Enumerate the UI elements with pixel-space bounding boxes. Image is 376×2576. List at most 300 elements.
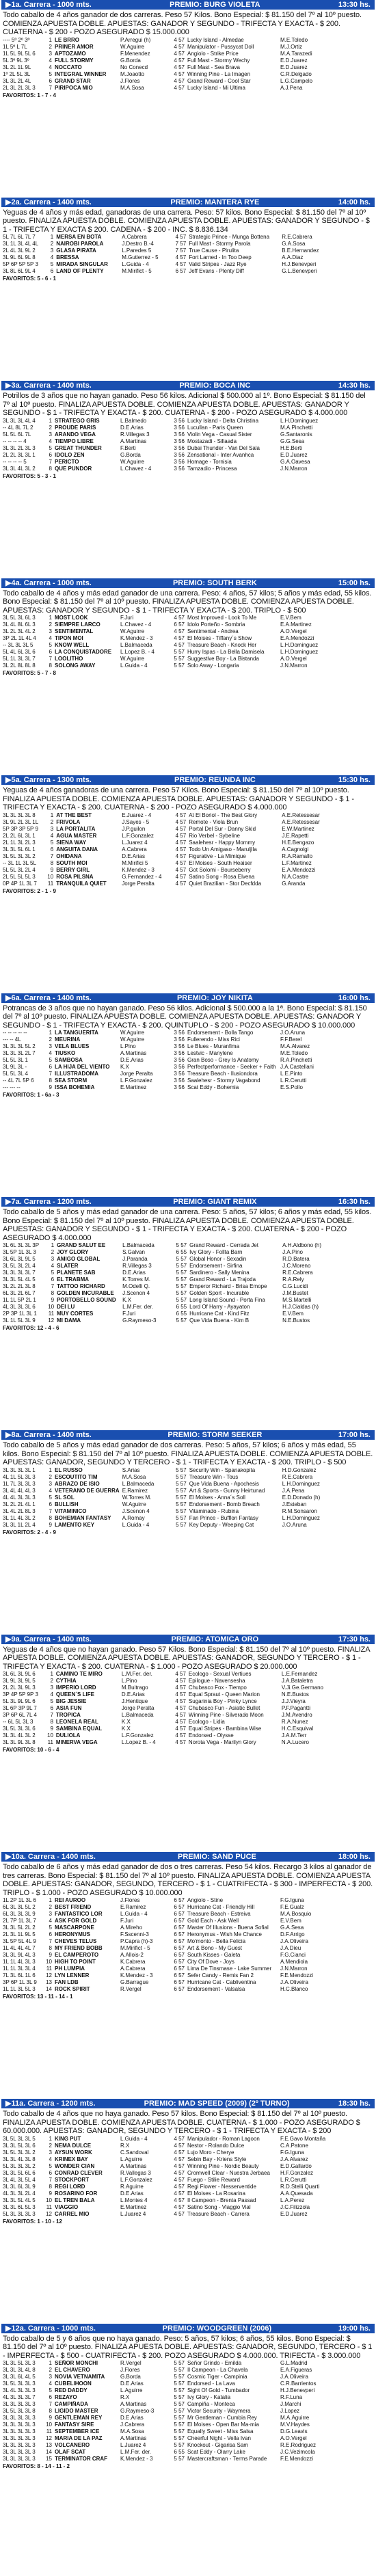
jockey: M.Buitrago	[121, 1685, 148, 1691]
trainer: E.V.Bem	[280, 615, 301, 621]
pedigree: Gold Each - Ask Well	[187, 1918, 239, 1924]
entry-row	[1, 1952, 375, 1959]
horse-name: LA PORTALITA	[56, 825, 96, 832]
trainer: E.D.Juarez	[280, 64, 308, 70]
age-weight: 3 56	[174, 431, 185, 438]
saddle-number: 2	[50, 818, 54, 825]
trainer: B.E.Hernandez	[282, 247, 319, 254]
race-number: ▶3a. Carrera - 1400 mts.	[5, 381, 92, 390]
recent-form: 1L 5º L 7L	[3, 43, 27, 50]
trainer: P.F.Pagantti	[281, 1705, 311, 1711]
saddle-number: 11	[46, 2428, 52, 2434]
recent-form: 1L 1L 3L 3L 4	[3, 1965, 36, 1972]
jockey: W.Aguirre	[120, 43, 145, 50]
horse-name: SL SOL	[55, 1494, 75, 1501]
saddle-number: 5	[49, 642, 52, 648]
age-weight: 4 57	[174, 2156, 185, 2162]
age-weight: 3 56	[174, 1084, 185, 1090]
recent-form: ---- 5º 2º 3º	[3, 36, 30, 43]
entry-row	[1, 1918, 375, 1924]
race-section	[1, 2099, 375, 2324]
trainer: J.A.Oliveira	[280, 1938, 308, 1944]
age-weight: 4 57	[175, 1719, 186, 1725]
horse-name: ROSA PILSNA	[56, 873, 94, 880]
recent-form: 3L 1L 3L 4L 4L	[3, 241, 39, 247]
age-weight: 4 57	[174, 50, 185, 57]
horse-name: BIG JESSIE	[55, 1698, 87, 1704]
race-number: ▶10a. Carrera - 1400 mts.	[5, 1853, 96, 1861]
entry-row	[1, 2143, 375, 2149]
age-weight: 5 57	[176, 1242, 187, 1248]
entry-row	[1, 853, 375, 860]
horse-name: SEÑOR MONCHI	[55, 2360, 98, 2366]
trainer: G.Aranda	[282, 880, 306, 887]
trainer: J.E.Rapetti	[282, 832, 309, 839]
race-conditions: Todo caballo de 5 años y más edad ganador de una carrera. Peso: 5 años, 57 kilos; 6 años y más edad, 55 kilos. Bono Especial: $ 81.150 del 7º al 10º puesto. FINALIZA APUESTA DOBLE. COMIENZA APUESTA DOBLE. APUESTAS: GANADOR Y SEGUNDO - $ 1 - TRIFECTA Y EXACTA - $ 200. CUATERNA - $ 200 - POZO ASEGURADO $ 4.000.000	[3, 1208, 372, 1242]
jockey: A.Cabrera	[122, 234, 147, 240]
age-weight: 6 57	[174, 1911, 185, 1917]
age-weight: 6 57	[174, 621, 185, 628]
jockey: G.Borda	[120, 2374, 141, 2380]
trainer: H.E.Berti	[280, 444, 303, 451]
age-weight: 5 57	[176, 1514, 187, 1521]
age-weight: 5 57	[176, 1263, 187, 1269]
trainer: J.O.Aruna	[282, 1521, 307, 1528]
age-weight: 6 57	[174, 1945, 185, 1951]
recent-form: 3L 3L 9L 3L 8	[3, 1739, 36, 1745]
saddle-number: 2	[49, 424, 52, 431]
age-weight: 4 57	[175, 846, 187, 853]
recent-form: 0P 4P 1L 3L 7	[3, 880, 37, 887]
horse-name: MUY CORTES	[57, 1311, 94, 1317]
jockey: L.Juarez 4	[120, 2442, 146, 2448]
saddle-number: 11	[46, 1965, 52, 1972]
recent-form: 3L 3L 5L 2L 2	[3, 1924, 36, 1931]
recent-form: 3L 5L 3L 3L 5	[3, 2135, 36, 2142]
pedigree: Hurricane Cat - Cabliventina	[187, 1979, 256, 1985]
saddle-number: 3	[51, 1256, 55, 1262]
age-weight: 5 57	[176, 1290, 187, 1296]
race-time: 18:30 hs.	[338, 2099, 371, 2108]
trainer: C.R.Delgado	[280, 70, 312, 77]
race-section	[1, 1197, 375, 1430]
age-weight: 5 57	[174, 662, 185, 669]
recent-form: 3L 5L 3L 6L 3	[3, 615, 36, 621]
jockey: J.Destro B.-4	[122, 241, 154, 247]
age-weight: 6 55	[176, 1304, 187, 1310]
jockey: W.Aguirre	[120, 628, 145, 634]
horse-name: MOST LOOK	[55, 615, 88, 621]
jockey: K.Mendez - 3	[120, 635, 153, 641]
trainer: D.G.Leavis	[280, 2428, 308, 2434]
jockey: F.Menendez	[120, 50, 150, 57]
trainer: D.F.Arrigo	[280, 1931, 305, 1937]
recent-form: 4L 4L 3L 3L 3	[3, 1494, 36, 1501]
recent-form: --- -- 4L	[3, 1036, 21, 1043]
entries-table	[1, 615, 375, 669]
saddle-number: 4	[49, 1050, 52, 1056]
horse-name: CUBELIHOON	[55, 2380, 92, 2387]
pedigree: Perfectperformance - Seeker + Faith	[187, 1064, 276, 1070]
recent-form: 1º 2L 5L 3L	[3, 70, 31, 77]
recent-form: 3L 3L 3L 3L 1	[3, 1466, 36, 1473]
horse-name: MY FRIEND BOBB	[55, 1945, 103, 1951]
favorites: FAVORITOS: 1 - 10 - 12	[3, 2218, 62, 2225]
trainer: G.L.Madrid	[280, 2360, 308, 2366]
pedigree: Gran Boso - Grey Is Anatomy	[187, 1057, 259, 1063]
saddle-number: 4	[49, 2380, 52, 2387]
entry-row	[1, 2415, 375, 2421]
recent-form: 3L 1L 5L 3L 9	[3, 1317, 36, 1324]
jockey: W.Torres M.	[122, 1494, 152, 1501]
race-conditions: Todo caballo de 6 años y más edad ganador de dos o tres carreras. Peso 54 kilos. Recargo 3 kilos al ganador de tres carreras. Bono Especial: $ 81.150 del 7º al 10º puesto. FINALIZA APUESTA DOBLE. COMIENZA APUESTA DOBLE. APUESTAS: GANADOR, SEGUNDO, TERCERO - $ 1 - CUATRIFECTA - $ 300 - IMPERFECTA - $ 200. TRIPLO - $ 1.000 - POZO ASEGURADO $ 10.000.000	[3, 1863, 373, 1897]
jockey: L.Guida - 4	[120, 1911, 148, 1917]
recent-form: 1L 5L 9L 5L 6	[3, 50, 36, 57]
entry-row	[1, 1036, 375, 1043]
race-conditions: Todo caballo de 4 años ganador de dos carreras. Peso 57 Kilos. Bono Especial: $ 81.150 del 7º al 10º puesto. COMIENZA APUESTA DOBLE. APUESTAS: GANADOR Y SEGUNDO - TRIFECTA Y EXACTA - $ 200. CUATERNA - $ 200 - POZO ASEGURADO $ 15.000.000	[3, 11, 362, 36]
race-header	[1, 1635, 375, 1644]
entry-row	[1, 2170, 375, 2177]
horse-name: GLASA PIRATA	[56, 247, 96, 254]
pedigree: Equally Sweet - Miss Salsa	[187, 2428, 254, 2434]
horse-name: MI DAMA	[57, 1317, 81, 1324]
pedigree: True Cause - Pirulita	[189, 247, 239, 254]
race-section	[1, 198, 375, 381]
horse-name: SENTIMENTAL	[55, 628, 94, 634]
age-weight: 4 57	[175, 1705, 186, 1711]
saddle-number: 10	[48, 1304, 55, 1310]
jockey: L.F.Gonzalez	[121, 1732, 154, 1739]
entry-row	[1, 37, 375, 44]
entries-table	[1, 1467, 375, 1529]
saddle-number: 2	[49, 1036, 52, 1043]
race-name: PREMIO: SAND PUCE	[177, 1853, 256, 1861]
jockey: J.Flores	[120, 2367, 140, 2373]
age-weight: 5 57	[174, 2360, 185, 2366]
age-weight: 4 57	[174, 43, 185, 50]
horse-name: PH LUMPIA	[55, 1965, 85, 1972]
saddle-number: 3	[49, 628, 52, 634]
horse-name: LYN LENNER	[55, 1972, 90, 1978]
age-weight: 4 57	[174, 2203, 185, 2210]
entry-row	[1, 1726, 375, 1732]
age-weight: 4 57	[175, 839, 187, 846]
jockey: L.Pino	[120, 1043, 136, 1049]
pedigree: Angiolo - Strike Price	[187, 50, 239, 57]
trainer: J.A.Pino	[282, 1249, 303, 1255]
pedigree: Fullerendo - Miss Rici	[187, 1036, 240, 1043]
entry-row	[1, 1904, 375, 1911]
trainer: J.C.Filizzola	[280, 2203, 310, 2210]
horse-name: TROPICA	[55, 1712, 81, 1718]
age-weight: 4 57	[174, 2169, 185, 2176]
trainer: E.D.Juarez	[280, 57, 308, 64]
age-weight: 6 57	[174, 1924, 185, 1931]
age-weight: 4 57	[175, 825, 187, 832]
jockey: L.Guida - 4	[120, 2135, 148, 2142]
recent-form: 3L 5P 5L 4L 9	[3, 1938, 36, 1944]
age-weight: 5 57	[176, 1494, 187, 1501]
race-conditions: Todo caballo de 5 años y más edad ganador de dos carreras. Peso: 5 años, 57 kilos; 6 años y más edad, 55 kilos. Bono Especial: $ 81.150 del 7º al 10º puesto. FINALIZA APUESTA DOBLE. COMIENZA APUESTA DOBLE. APUESTAS: GANADOR, SEGUNDO Y TERCERO - $ 1 - TRIFECTA Y EXACTA - $ 200. TRIPLO - $ 500	[3, 1441, 373, 1466]
entry-row	[1, 425, 375, 431]
trainer: M.A.Tarazedi	[280, 50, 312, 57]
race-conditions: Potrancas de 3 años que no hayan ganado. Peso 56 kilos. Adicional $ 500.000 a la 1ª. Bono Especial: $ 81.150 del 7º al 10º puesto. FINALIZA APUESTA DOBLE. COMIENZA APUESTA DOBLE. APUESTAS: GANADOR Y SEGUNDO - $ 1 - TRIFECTA Y EXACTA - $ 200. QUINTUPLO - $ 200 - POZO ASEGURADO $ 10.000.000	[3, 1004, 367, 1030]
recent-form: -- -- -- -- 4	[3, 438, 27, 444]
pedigree: Suggestive Boy - La Bistanda	[187, 656, 259, 662]
pedigree: Fuego - Stilie Reward	[187, 2176, 240, 2183]
saddle-number: 1	[49, 36, 52, 43]
trainer: J.A.Bataletra	[281, 1678, 313, 1684]
jockey: K.Mendez - 3	[122, 866, 155, 873]
jockey: W.Aguirre	[120, 1036, 145, 1043]
jockey: M.Mirifict - 5	[122, 268, 152, 274]
pedigree: Endorsement - Bomb Breach	[189, 1501, 260, 1507]
age-weight: 6 57	[174, 1938, 185, 1944]
pedigree: Angiolo - Stine	[187, 1897, 224, 1903]
recent-form: 1L 1L 4L 3L 3	[3, 1959, 36, 1965]
entry-row	[1, 2442, 375, 2449]
pedigree: Treasure Win - Tous	[189, 1473, 239, 1480]
horse-name: OHIDANA	[56, 853, 82, 859]
saddle-number: 4	[50, 254, 54, 260]
entry-row	[1, 1986, 375, 1993]
recent-form: 3L 6P 3P 9L 7	[3, 1705, 37, 1711]
race-header	[1, 775, 375, 785]
horse-name: MINERVA VEGA	[55, 1739, 98, 1745]
jockey: L.Pino	[121, 1678, 137, 1684]
favorites: FAVORITOS: 5 - 6 - 1	[3, 276, 56, 282]
jockey: L.Aguirre	[120, 2387, 143, 2393]
jockey: L.M.Fer. der.	[122, 1304, 153, 1310]
recent-form: 3L 3L 3L 4L 8	[3, 2367, 36, 2373]
entry-row	[1, 1494, 375, 1501]
recent-form: 3L 3L 3L 3L 3	[3, 2456, 36, 2462]
saddle-number: 7	[49, 1507, 52, 1514]
horse-name: GRAND SALUT EE	[57, 1242, 106, 1248]
entry-row	[1, 1705, 375, 1712]
jockey: J.Scenon 4	[122, 1507, 150, 1514]
pedigree: El Moises - Anna´s Soll	[189, 1494, 245, 1501]
horse-name: SOLONG AWAY	[55, 662, 96, 669]
recent-form: 3P 2L 1L 4L 4	[3, 635, 36, 641]
entry-row	[1, 860, 375, 867]
age-weight: 4 57	[175, 1671, 186, 1677]
age-weight: 4 57	[175, 1698, 186, 1704]
race-conditions: Yeguas de 4 años ganadoras de una carrera. Peso 57 Kilos. Bono Especial: $ 81.150 del 7º al 10º puesto. FINALIZA APUESTA DOBLE. COMIENZA APUESTA DOBLE. APUESTAS: GANADOR Y SEGUNDO - $ 1 - TRIFECTA Y EXACTA - $ 200. CUATERNA - $ 200 - POZO ASEGURADO $ 4.000.000	[3, 786, 354, 811]
horse-name: TIUSKO	[55, 1050, 76, 1056]
recent-form: 3L 3L 3L 3L 3	[3, 2449, 36, 2455]
horse-name: LIGIDO MASTER	[55, 2408, 98, 2414]
horse-name: EL RUSSO	[55, 1466, 83, 1473]
entry-row	[1, 1671, 375, 1678]
favorites: FAVORITOS: 13 - 11 - 14 - 1	[3, 1994, 73, 2000]
jockey: D.E.Arias	[120, 2415, 144, 2421]
pedigree: Lucky Island - Almedae	[187, 36, 244, 43]
race-section	[1, 0, 375, 198]
age-weight: 4 57	[174, 77, 185, 84]
recent-form: 3L 9L 3L 9L 5	[3, 1678, 36, 1684]
recent-form: 2P 3P 1L 3L 1	[3, 1311, 37, 1317]
entry-row	[1, 261, 375, 268]
horse-name: ASK FOR GOLD	[55, 1918, 97, 1924]
jockey: L.M.Fer. der.	[120, 2449, 151, 2455]
saddle-number: 1	[51, 1242, 55, 1248]
horse-name: ROSARINO FOR	[55, 2190, 98, 2197]
saddle-number: 3	[50, 1685, 53, 1691]
jockey: D.E.Arias	[120, 424, 144, 431]
age-weight: 3 56	[174, 1057, 185, 1063]
age-weight: 4 57	[175, 1739, 186, 1745]
pedigree: Mostazadi - Sillaada	[187, 438, 237, 444]
jockey: F.Berti	[120, 444, 136, 451]
trainer: F.F.Berel	[280, 1036, 302, 1043]
race-header	[1, 0, 375, 10]
jockey: A.Martinas	[120, 2162, 147, 2169]
entry-row	[1, 431, 375, 438]
pedigree: Scat Eddy - Bohemia	[187, 1084, 239, 1090]
race-section	[1, 993, 375, 1198]
jockey: R.Villegas 3	[122, 1263, 152, 1269]
trainer: E.V.Bem	[282, 1311, 304, 1317]
horse-name: WONDER CIAN	[55, 2162, 95, 2169]
age-weight: 5 57	[174, 2401, 185, 2407]
recent-form: 3L 3L 3L 3L 3	[3, 2442, 36, 2448]
trainer: L.H.Dominguez	[280, 417, 319, 424]
entry-row	[1, 1678, 375, 1685]
horse-name: LA CONQUISTADORE	[55, 649, 112, 655]
trainer: G.A.Sosa	[282, 241, 306, 247]
age-weight: 4 57	[175, 1685, 186, 1691]
recent-form: 7L 3L 6L 1L 6	[3, 1972, 36, 1978]
entry-row	[1, 2449, 375, 2456]
jockey: F.Juri	[120, 1918, 134, 1924]
recent-form: 3L 4L 4L 4L 3	[3, 1487, 36, 1494]
entry-row	[1, 649, 375, 656]
age-weight: 6 57	[174, 1904, 185, 1910]
saddle-number: 10	[46, 2421, 52, 2428]
entries-table	[1, 1671, 375, 1746]
jockey: L.Balmaceda	[122, 1480, 155, 1487]
age-weight: 5 57	[174, 2387, 185, 2393]
age-weight: 3 56	[174, 424, 185, 431]
pedigree: Full Mast - Sea Brava	[187, 64, 240, 70]
horse-name: SIENA WAY	[56, 839, 87, 846]
saddle-number: 7	[50, 853, 54, 859]
saddle-number: 5	[49, 2387, 52, 2393]
horse-name: IDOLO ZEN	[55, 451, 85, 458]
saddle-number: 4	[49, 2156, 52, 2162]
pedigree: Treasure Beach - Carrera	[187, 2210, 250, 2217]
pedigree: Solo Away - Longaria	[187, 662, 239, 669]
saddle-number: 9	[49, 1084, 52, 1090]
jockey: L.F.Gonzalez	[120, 1077, 152, 1084]
saddle-number: 13	[46, 2442, 52, 2448]
trainer: A.E.Retessesar	[282, 818, 320, 825]
jockey: D.E.Arias	[122, 853, 145, 859]
trainer: J.Esteban	[282, 1501, 307, 1507]
trainer: E.S.Pollo	[280, 1084, 303, 1090]
jockey: E.Ramirez	[120, 1904, 146, 1910]
entry-row	[1, 247, 375, 254]
entry-row	[1, 874, 375, 881]
saddle-number: 4	[49, 1487, 52, 1494]
jockey: J.Sayes - 5	[122, 818, 150, 825]
recent-form: 3L 3L 5L 4L 5	[3, 1276, 36, 1283]
entry-row	[1, 1739, 375, 1746]
trainer: M.A.Aguirre	[280, 2415, 310, 2421]
favorites: FAVORITOS: 2 - 4 - 9	[3, 1529, 56, 1535]
jockey: K.X	[120, 1064, 129, 1070]
recent-form: -- 3L 3L 3L 5	[3, 642, 33, 648]
saddle-number: 6	[49, 1501, 52, 1507]
jockey: J.Flores	[120, 1897, 140, 1903]
entry-row	[1, 1685, 375, 1691]
age-weight: 4 57	[175, 866, 187, 873]
pedigree: Vitaminado - Rubina	[189, 1507, 239, 1514]
horse-name: FANTASY SIRE	[55, 2421, 94, 2428]
horse-name: MEURINA	[55, 1036, 81, 1043]
entry-row	[1, 2435, 375, 2442]
age-weight: 6 55	[176, 1249, 187, 1255]
entry-row	[1, 1732, 375, 1739]
saddle-number: 6	[50, 1705, 53, 1711]
trainer: L.R.Cerutti	[280, 2176, 307, 2183]
race-section	[1, 1852, 375, 2099]
horse-name: KRINEX BAY	[55, 2156, 88, 2162]
pedigree: Endorsement - Sirfina	[189, 1263, 243, 1269]
trainer: R.E.Cabrera	[282, 234, 312, 240]
trainer: H.J.Benevperi	[282, 261, 317, 267]
entries-table	[1, 37, 375, 92]
entry-row	[1, 642, 375, 649]
jockey: J.Scenon 4	[122, 1290, 150, 1296]
saddle-number: 6	[51, 1276, 55, 1283]
saddle-number: 1	[50, 811, 54, 818]
recent-form: 5L 5L 3L 4	[3, 1071, 28, 1077]
jockey: L.Lopez B. - 4	[121, 1739, 156, 1745]
trainer: H.J.Benevperi	[280, 2387, 315, 2393]
trainer: H.C.Blanco	[280, 1986, 308, 1992]
pedigree: Campiña - Monteca	[187, 2401, 235, 2407]
trainer: N.A.Lucero	[281, 1739, 309, 1745]
trainer: F.E.Mendozzi	[280, 2456, 314, 2462]
entry-row	[1, 1270, 375, 1276]
recent-form: 5L 3L 3L 3L 3	[3, 2210, 36, 2217]
trainer: E.D.Gallardo	[280, 2162, 312, 2169]
entry-row	[1, 466, 375, 472]
trainer: N.E.Bustos	[282, 1317, 310, 1324]
pedigree: Strategic Prince - Munga Bottena	[189, 234, 270, 240]
horse-name: TATTOO RICHARD	[57, 1283, 105, 1289]
entry-row	[1, 2163, 375, 2170]
horse-name: AT THE BEST	[56, 811, 92, 818]
trainer: R.E.Cabrera	[282, 1473, 313, 1480]
jockey: L.F.Gonzalez	[120, 2176, 152, 2183]
age-weight: 4 57	[174, 615, 185, 621]
trainer: V.Ji.Ge.Germano	[281, 1685, 323, 1691]
entry-row	[1, 615, 375, 621]
saddle-number: 3	[50, 247, 54, 254]
jockey: J.Hentique	[121, 1698, 148, 1704]
jockey: J.Paranda	[122, 1256, 148, 1262]
jockey: L.Chavez - 4	[120, 621, 152, 628]
age-weight: 6 57	[174, 1972, 185, 1978]
horse-name: QUE PUNDOR	[55, 465, 92, 472]
race-name: PREMIO: STORM SEEKER	[167, 1431, 263, 1439]
trainer: A.Cagnolgi	[282, 846, 309, 853]
saddle-number: 1	[49, 1897, 52, 1903]
recent-form: 3L 5L 3L 3L 3	[3, 2380, 36, 2387]
